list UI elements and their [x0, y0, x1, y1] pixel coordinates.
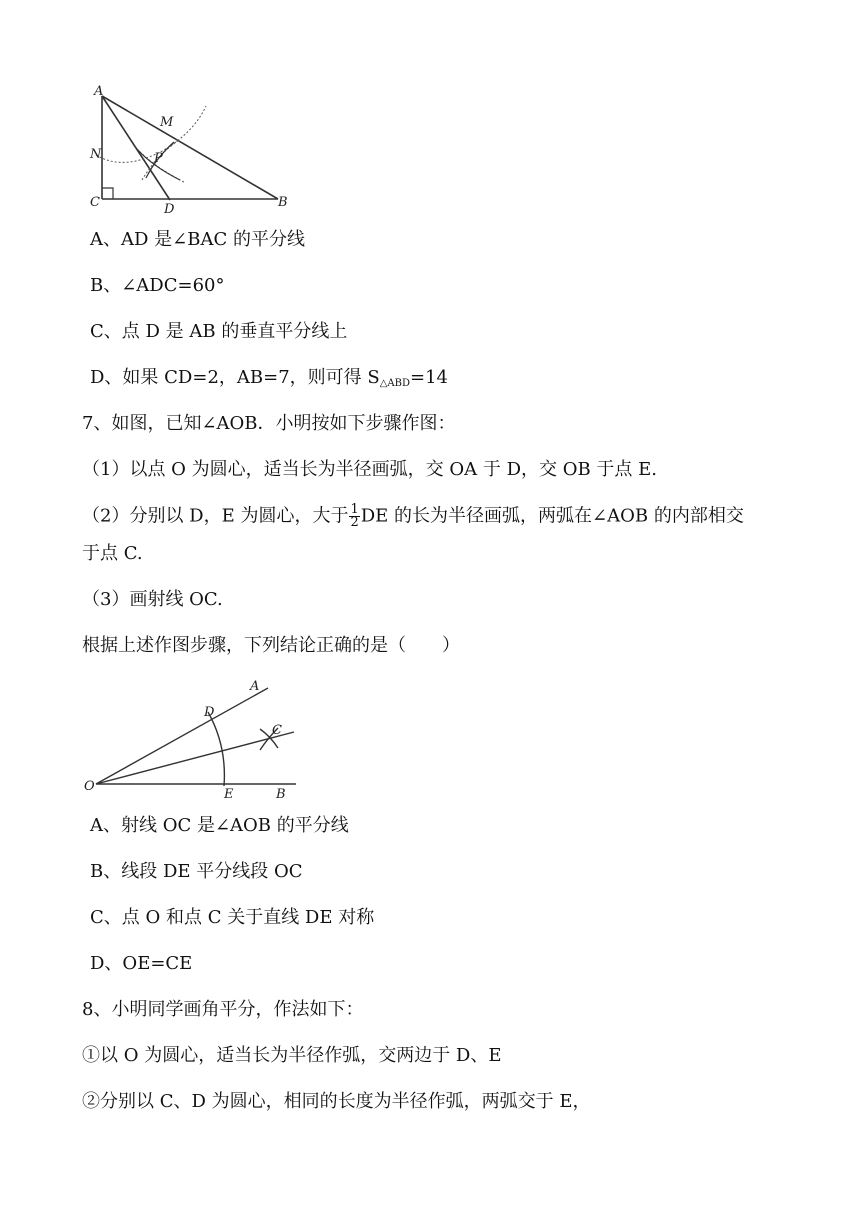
label-c2: C [272, 723, 282, 738]
ray-oc [96, 732, 294, 784]
label-a2: A [250, 679, 260, 694]
label-o: O [84, 779, 95, 794]
one-half-fraction [349, 504, 359, 529]
q7-option-c: C、点 O 和点 C 关于直线 DE 对称 [90, 907, 375, 928]
label-a: A [94, 84, 104, 99]
q7-step2-text-a: （2）分别以 D，E 为圆心，大于 [82, 505, 349, 527]
arc-nm [96, 106, 206, 162]
angle-bisector-figure [82, 674, 302, 802]
label-p: P [154, 151, 163, 166]
q7-option-a: A、射线 OC 是∠AOB 的平分线 [90, 815, 349, 836]
q7-step3: （3）画射线 OC. [82, 589, 223, 610]
q7-option-b: B、线段 DE 平分线段 OC [90, 861, 303, 882]
label-m: M [160, 115, 174, 130]
q8-step2: ②分别以 C、D 为圆心，相同的长度为半径作弧，两弧交于 E， [82, 1091, 591, 1112]
triangle-figure [84, 82, 304, 216]
q7-step2-text-b: DE 的长为半径画弧，两弧在∠AOB 的内部相交 [360, 505, 744, 527]
q6-option-d-subscript: △ABD [379, 378, 410, 389]
q7-option-d: D、OE=CE [90, 953, 193, 974]
label-c: C [90, 195, 100, 210]
q8-step1: ①以 O 为圆心，适当长为半径作弧，交两边于 D、E [82, 1045, 502, 1066]
q7-step2-continued: 于点 C. [82, 543, 143, 564]
q6-option-b: B、∠ADC=60° [90, 275, 225, 296]
right-angle-mark [102, 188, 113, 199]
label-d2: D [204, 705, 215, 720]
arc-de [208, 712, 224, 786]
label-n: N [90, 147, 102, 162]
label-d: D [164, 202, 175, 216]
ray-oa [96, 688, 268, 784]
fraction-numerator: 1 [350, 502, 359, 517]
label-b2: B [276, 787, 286, 802]
segment-ab [102, 96, 278, 199]
label-b: B [278, 195, 288, 210]
q7-question: 根据上述作图步骤，下列结论正确的是（ ） [82, 635, 460, 656]
q7-stem: 7、如图，已知∠AOB．小明按如下步骤作图： [82, 413, 456, 434]
fraction-denominator: 2 [350, 515, 359, 530]
q8-stem: 8、小明同学画角平分，作法如下： [82, 999, 364, 1020]
q6-option-d [90, 366, 448, 396]
q7-step2 [82, 504, 744, 529]
q7-step1: （1）以点 O 为圆心，适当长为半径画弧，交 OA 于 D，交 OB 于点 E. [82, 459, 658, 480]
q6-option-d-text: D、如果 CD=2，AB=7，则可得 S [90, 367, 380, 388]
q6-option-a: A、AD 是∠BAC 的平分线 [90, 229, 305, 250]
q6-option-c: C、点 D 是 AB 的垂直平分线上 [90, 321, 348, 342]
q6-option-d-value: =14 [410, 367, 448, 388]
label-e2: E [224, 787, 234, 802]
